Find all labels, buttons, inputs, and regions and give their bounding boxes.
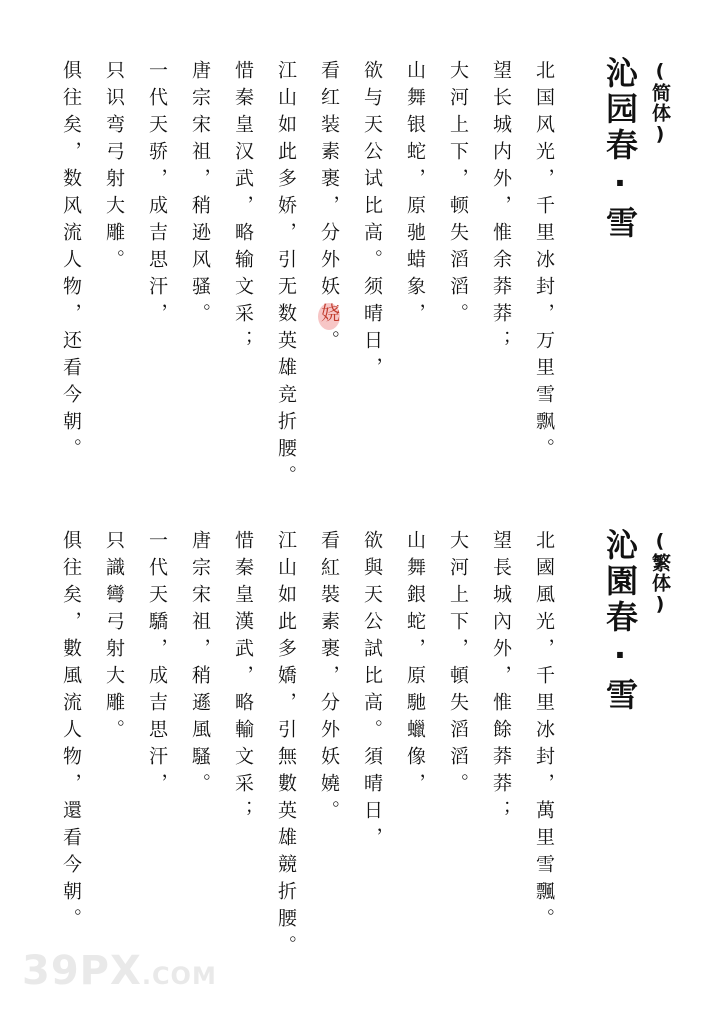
simplified-line-12: 俱往矣，数风流人物，还看今朝。 (60, 60, 82, 465)
traditional-label: (繁体) (649, 530, 671, 616)
traditional-line-7: 江山如此多嬌，引無數英雄競折腰。 (275, 530, 297, 962)
simplified-line-1: 北国风光，千里冰封，万里雪飘。 (533, 60, 555, 465)
simplified-line-10: 一代天骄，成吉思汗， (146, 60, 168, 330)
traditional-line-1: 北國風光，千里冰封，萬里雪飄。 (533, 530, 555, 935)
watermark-logo (22, 948, 217, 994)
traditional-line-11: 只識彎弓射大雕。 (103, 530, 125, 746)
simplified-title: 沁园春·雪 (601, 56, 639, 242)
simplified-line-6 (317, 60, 341, 357)
simplified-line-7: 江山如此多娇，引无数英雄竞折腰。 (275, 60, 297, 492)
traditional-line-5: 欲與天公試比高。須晴日， (361, 530, 383, 854)
simplified-line-6-end: 。 (318, 330, 340, 357)
traditional-line-4: 山舞銀蛇，原馳蠟像， (404, 530, 426, 800)
simplified-line-5: 欲与天公试比高。须晴日， (361, 60, 383, 384)
watermark-main: 39PX (22, 948, 142, 994)
simplified-line-6-text: 看红装素裹，分外妖 (318, 60, 340, 303)
highlighted-char: 娆 (318, 303, 340, 330)
simplified-section (0, 0, 706, 492)
watermark-suffix: .COM (141, 962, 217, 990)
traditional-title: 沁園春·雪 (601, 528, 639, 714)
simplified-line-2: 望长城内外，惟余莽莽； (490, 60, 512, 357)
traditional-line-6: 看紅裝素裹，分外妖嬈。 (318, 530, 340, 827)
simplified-line-8: 惜秦皇汉武，略输文采； (232, 60, 254, 357)
traditional-line-2: 望長城內外，惟餘莽莽； (490, 530, 512, 827)
simplified-line-3: 大河上下，顿失滔滔。 (447, 60, 469, 330)
traditional-line-12: 俱往矣，數風流人物，還看今朝。 (60, 530, 82, 935)
traditional-line-9: 唐宗宋祖，稍遜風騷。 (189, 530, 211, 800)
traditional-section (0, 500, 706, 960)
traditional-line-10: 一代天驕，成吉思汗， (146, 530, 168, 800)
simplified-label: (简体) (649, 60, 671, 146)
simplified-line-11: 只识弯弓射大雕。 (103, 60, 125, 276)
simplified-line-9: 唐宗宋祖，稍逊风骚。 (189, 60, 211, 330)
traditional-line-8: 惜秦皇漢武，略輸文采； (232, 530, 254, 827)
traditional-line-3: 大河上下，頓失滔滔。 (447, 530, 469, 800)
simplified-line-4: 山舞银蛇，原驰蜡象， (404, 60, 426, 330)
